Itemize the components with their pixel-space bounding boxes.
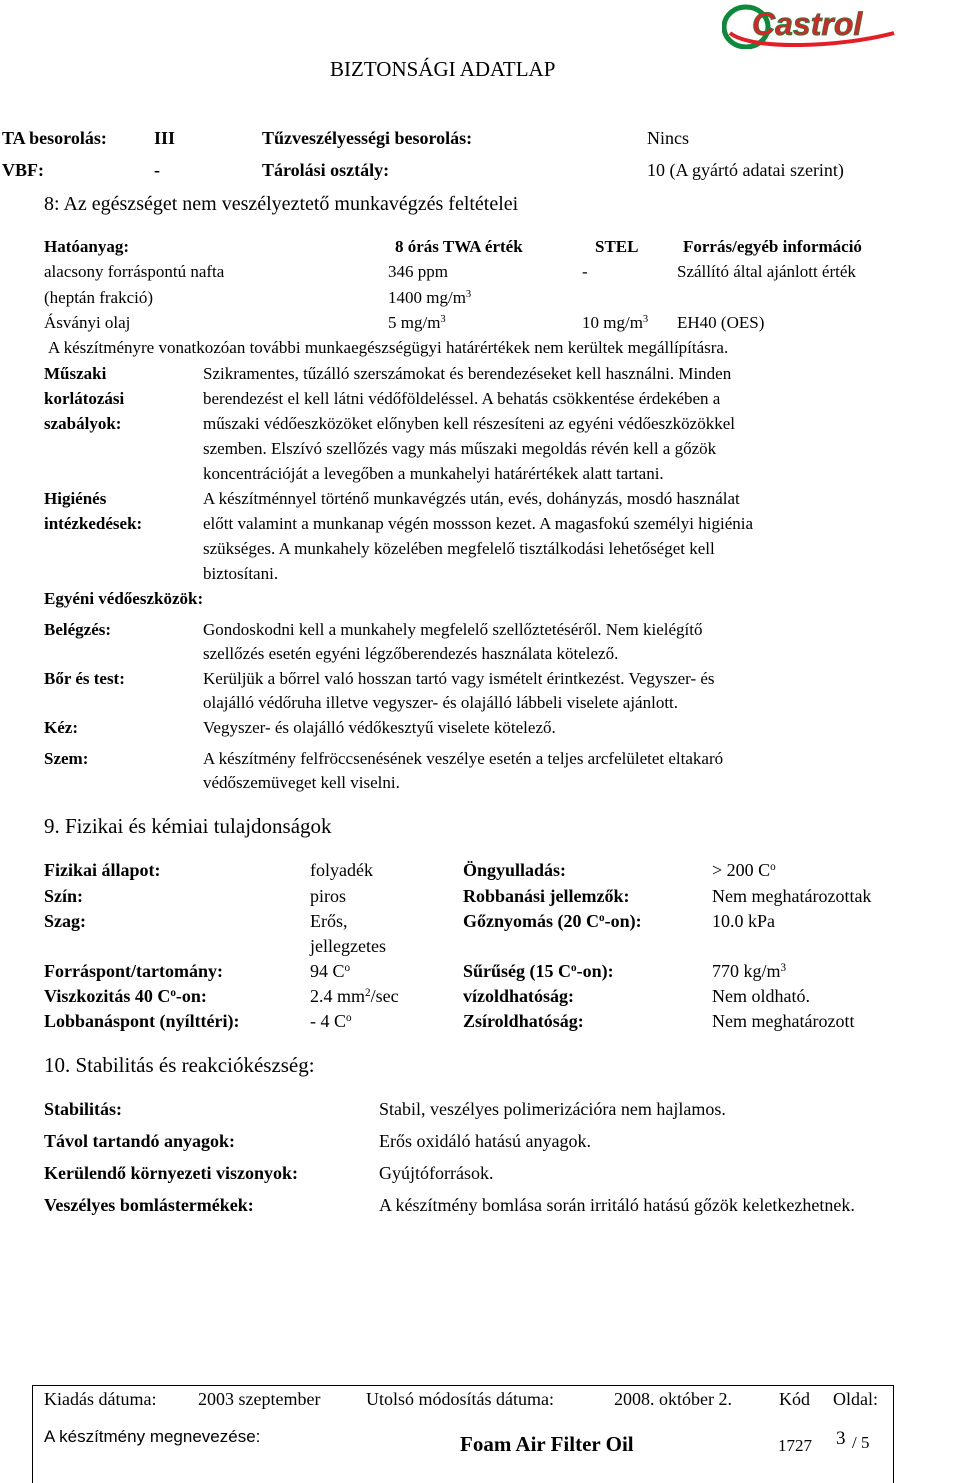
vbf-value: - xyxy=(154,160,160,180)
flash-value-text: - 4 C xyxy=(310,1011,346,1031)
avoid-cond-label: Kerülendő környezeti viszonyok: xyxy=(44,1163,298,1183)
r3-twa-value: 5 mg/m xyxy=(388,313,441,332)
col-source: Forrás/egyéb információ xyxy=(683,237,862,256)
section-8-heading: 8: Az egészséget nem veszélyeztető munkavégzés feltételei xyxy=(44,193,519,215)
density-label-b: -on): xyxy=(576,961,614,981)
water-value: Nem oldható. xyxy=(712,986,810,1006)
document-title: BIZTONSÁGI ADATLAP xyxy=(330,57,556,81)
flash-degree: o xyxy=(346,1011,352,1024)
density-value-text: 770 kg/m xyxy=(712,961,781,981)
autoign-value-text: > 200 C xyxy=(712,860,771,880)
r1-name: alacsony forráspontú nafta xyxy=(44,262,225,281)
hyg-label-1: Higiénés xyxy=(44,489,107,508)
ta-label: TA besorolás: xyxy=(2,128,107,148)
page-label: Oldal: xyxy=(833,1389,878,1409)
tech-line-5: koncentrációját a levegőben a munkahelyi határértékek alatt tartani. xyxy=(203,464,664,483)
bp-value xyxy=(310,961,350,982)
hyg-label-2: intézkedések: xyxy=(44,514,143,533)
color-label: Szín: xyxy=(44,886,84,906)
state-label: Fizikai állapot: xyxy=(44,860,161,880)
r3-source: EH40 (OES) xyxy=(677,313,765,332)
avoid-cond-value: Gyújtóforrások. xyxy=(379,1163,494,1183)
product-name: Foam Air Filter Oil xyxy=(460,1432,634,1456)
footer-right-rule xyxy=(893,1385,894,1483)
fire-value: Nincs xyxy=(647,128,689,148)
tech-line-2: berendezést el kell látni védőföldeléssel. A behatás csökkentése érdekében a xyxy=(203,389,721,408)
tech-line-3: műszaki védőeszközöket előnyben kell részesíteni az egyéni védőeszközökkel xyxy=(203,414,735,433)
density-sup: 3 xyxy=(780,961,787,974)
footer-left-rule xyxy=(32,1385,33,1483)
autoign-value xyxy=(712,860,776,881)
odor-label: Szag: xyxy=(44,911,86,931)
hyg-line-1: A készítménnyel történő munkavégzés után, evés, dohányzás, mosdó használat xyxy=(203,489,740,508)
r1-source: Szállító által ajánlott érték xyxy=(677,262,856,281)
storage-value: 10 (A gyártó adatai szerint) xyxy=(647,160,844,180)
decomp-value: A készítmény bomlása során irritáló hatású gőzök keletkezhetnek. xyxy=(379,1195,855,1215)
decomp-label: Veszélyes bomlástermékek: xyxy=(44,1195,254,1215)
footer-top-rule xyxy=(32,1385,894,1386)
r3-twa-sup: 3 xyxy=(440,314,446,326)
eye-line-2: védőszemüveget kell viselni. xyxy=(203,773,400,792)
skin-label: Bőr és test: xyxy=(44,669,125,688)
hyg-line-3: szükséges. A munkahely közelében megfelelő tisztálkodási lehetőséget kell xyxy=(203,539,715,558)
tech-label-1: Műszaki xyxy=(44,364,107,383)
r1-twa: 346 ppm xyxy=(388,262,448,281)
limits-note: A készítményre vonatkozóan további munkaegészségügyi határértékek nem kerültek megállípításra. xyxy=(48,338,729,357)
explo-label: Robbanási jellemzők: xyxy=(463,886,630,906)
density-value xyxy=(712,961,786,982)
r3-stel-value: 10 mg/m xyxy=(582,313,643,332)
issue-label: Kiadás dátuma: xyxy=(44,1389,157,1409)
visc-value xyxy=(310,986,399,1007)
mod-label: Utolsó módosítás dátuma: xyxy=(366,1389,554,1409)
eye-line-1: A készítmény felfröccsenésének veszélye esetén a teljes arcfelületet eltakaró xyxy=(203,749,724,768)
resp-line-1: Gondoskodni kell a munkahely megfelelő szellőztetéséről. Nem kielégítő xyxy=(203,620,703,639)
bp-value-text: 94 C xyxy=(310,961,345,981)
r3-stel xyxy=(582,313,648,333)
visc-degree: o xyxy=(170,986,176,999)
bp-label: Forráspont/tartomány: xyxy=(44,961,223,981)
visc-label-b: -on: xyxy=(175,986,207,1006)
bp-degree: o xyxy=(344,961,351,974)
vapor-value: 10.0 kPa xyxy=(712,911,775,931)
hyg-line-2: előtt valamint a munkanap végén mossson kezet. A magasfokú személyi higiénia xyxy=(203,514,754,533)
vapor-label-b: -on): xyxy=(604,911,642,931)
skin-line-2: olajálló védőruha illetve vegyszer- és olajálló lábbeli viselete ajánlott. xyxy=(203,693,679,712)
page-value: 3 xyxy=(836,1428,846,1449)
fat-label: Zsíroldhatóság: xyxy=(463,1011,584,1031)
vbf-label: VBF: xyxy=(2,160,44,180)
r3-twa xyxy=(388,313,446,333)
r3-stel-sup: 3 xyxy=(642,314,649,326)
col-twa: 8 órás TWA érték xyxy=(395,237,523,256)
vapor-label-a: Gőznyomás (20 C xyxy=(463,911,599,931)
avoid-mat-label: Távol tartandó anyagok: xyxy=(44,1131,236,1151)
mod-value: 2008. október 2. xyxy=(614,1389,732,1409)
eye-label: Szem: xyxy=(44,749,89,768)
section-9-heading: 9. Fizikai és kémiai tulajdonságok xyxy=(44,814,332,838)
castrol-logo xyxy=(722,3,898,49)
vapor-label xyxy=(463,911,642,932)
visc-label-a: Viszkozitás 40 C xyxy=(44,986,171,1006)
r3-name: Ásványi olaj xyxy=(44,313,131,332)
tech-label-3: szabályok: xyxy=(44,414,122,433)
stab-label: Stabilitás: xyxy=(44,1099,123,1119)
r2-twa-sup: 3 xyxy=(465,289,472,301)
stab-value: Stabil, veszélyes polimerizációra nem hajlamos. xyxy=(379,1099,726,1119)
fire-label: Tűzveszélyességi besorolás: xyxy=(262,128,473,148)
issue-value: 2003 szeptember xyxy=(198,1389,321,1409)
visc-value-a: 2.4 mm xyxy=(310,986,366,1006)
visc-value-sup: 2 xyxy=(365,986,371,999)
storage-label: Tárolási osztály: xyxy=(262,160,390,180)
vapor-degree: o xyxy=(599,911,605,924)
visc-value-b: /sec xyxy=(370,986,399,1006)
code-value: 1727 xyxy=(778,1436,812,1455)
odor-value-2: jellegzetes xyxy=(310,936,386,956)
flash-value xyxy=(310,1011,352,1032)
autoign-label: Öngyulladás: xyxy=(463,860,567,880)
state-value: folyadék xyxy=(310,860,373,880)
hand-line-1: Vegyszer- és olajálló védőkesztyű viselete kötelező. xyxy=(203,718,556,737)
water-label: vízoldhatóság: xyxy=(463,986,575,1006)
autoign-degree: o xyxy=(770,860,776,873)
color-value: piros xyxy=(310,886,346,906)
density-degree: o xyxy=(571,961,577,974)
flash-label: Lobbanáspont (nyílttéri): xyxy=(44,1011,240,1031)
r1-stel: - xyxy=(582,262,588,281)
tech-line-4: szemben. Elszívó szellőzés vagy más műszaki megoldás révén kell a gőzök xyxy=(203,439,717,458)
explo-value: Nem meghatározottak xyxy=(712,886,872,906)
resp-line-2: szellőzés esetén egyéni légzőberendezés használata kötelező. xyxy=(203,644,619,663)
ppe-heading: Egyéni védőeszközök: xyxy=(44,589,204,608)
section-10-heading: 10. Stabilitás és reakciókészség: xyxy=(44,1053,315,1077)
tech-line-1: Szikramentes, tűzálló szerszámokat és berendezéseket kell használni. Minden xyxy=(203,364,732,383)
r2-name: (heptán frakció) xyxy=(44,288,154,307)
ta-value: III xyxy=(154,128,176,148)
tech-label-2: korlátozási xyxy=(44,389,125,408)
hand-label: Kéz: xyxy=(44,718,78,737)
logo-wordmark: Castrol xyxy=(752,6,863,42)
code-label: Kód xyxy=(779,1389,810,1409)
odor-value-1: Erős, xyxy=(310,911,348,931)
product-label: A készítmény megnevezése: xyxy=(44,1427,261,1446)
col-stel: STEL xyxy=(595,237,639,256)
resp-label: Belégzés: xyxy=(44,620,112,639)
page-total: / 5 xyxy=(852,1433,870,1452)
hyg-line-4: biztosítani. xyxy=(203,564,279,583)
r2-twa xyxy=(388,288,471,308)
visc-label xyxy=(44,986,207,1007)
col-substance: Hatóanyag: xyxy=(44,237,129,256)
density-label-a: Sűrűség (15 C xyxy=(463,961,572,981)
density-label xyxy=(463,961,614,982)
skin-line-1: Kerüljük a bőrrel való hosszan tartó vagy ismételt érintkezést. Vegyszer- és xyxy=(203,669,715,688)
avoid-mat-value: Erős oxidáló hatású anyagok. xyxy=(379,1131,591,1151)
r2-twa-value: 1400 mg/m xyxy=(388,288,466,307)
fat-value: Nem meghatározott xyxy=(712,1011,855,1031)
